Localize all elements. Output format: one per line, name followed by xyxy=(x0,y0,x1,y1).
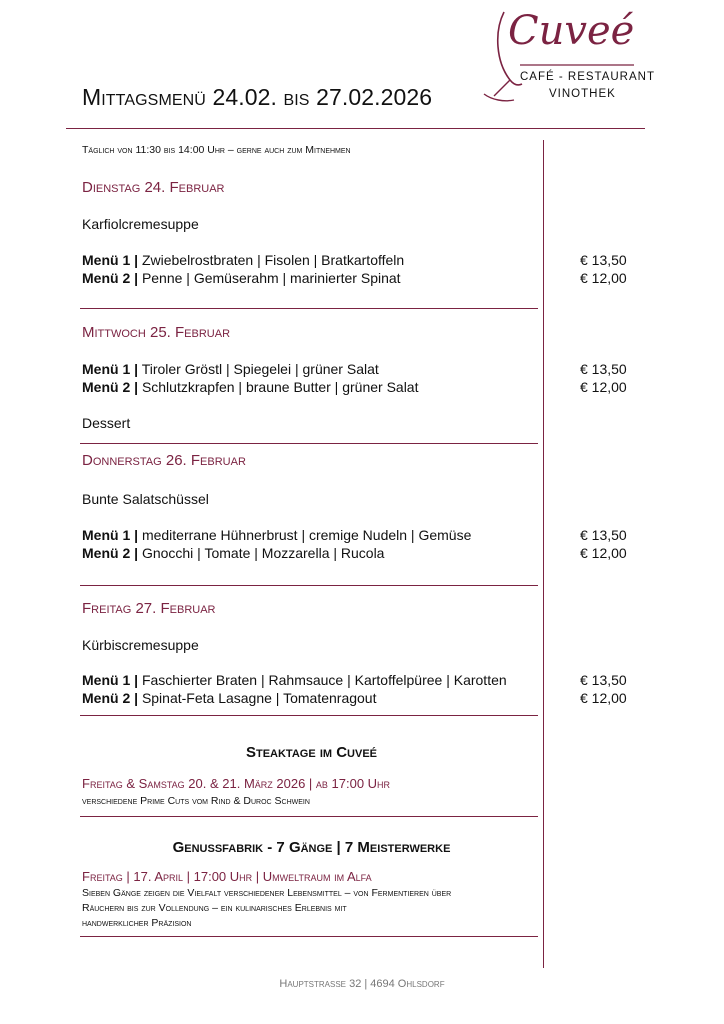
menu-dish: Tiroler Gröstl | Spiegelei | grüner Salat xyxy=(141,361,379,377)
page-title: Mittagsmenü 24.02. bis 27.02.2026 xyxy=(82,84,433,110)
menu-price: € 12,00 xyxy=(580,545,627,561)
event-desc-line: Räuchern bis zur Vollendung – ein kulinarisches Erlebnis mit xyxy=(82,902,347,914)
section-divider xyxy=(80,308,538,309)
menu-item xyxy=(82,361,379,377)
menu-price: € 12,00 xyxy=(580,690,627,706)
event-desc-line: verschiedene Prime Cuts vom Rind & Duroc Schwein xyxy=(82,795,310,807)
soup-thursday: Bunte Salatschüssel xyxy=(82,491,209,507)
day-heading-wednesday: Mittwoch 25. Februar xyxy=(82,324,231,341)
section-divider xyxy=(80,715,538,716)
event-heading-genussfabrik: Genussfabrik - 7 Gänge | 7 Meisterwerke xyxy=(172,839,451,856)
event-heading-steaktage: Steaktage im Cuveé xyxy=(245,744,378,761)
logo-subtitle-vinothek: VINOTHEK xyxy=(549,88,616,100)
menu-label: Menü 1 | xyxy=(82,361,139,377)
menu-dish: Gnocchi | Tomate | Mozzarella | Rucola xyxy=(141,545,385,561)
event-date-steaktage: Freitag & Samstag 20. & 21. März 2026 | ab 17:00 Uhr xyxy=(82,776,391,791)
day-heading-friday: Freitag 27. Februar xyxy=(82,600,216,617)
menu-price: € 13,50 xyxy=(580,361,627,377)
menu-item xyxy=(82,270,401,286)
menu-dish: Penne | Gemüserahm | marinierter Spinat xyxy=(141,270,401,286)
menu-item xyxy=(82,252,404,268)
section-divider xyxy=(80,936,538,937)
day-heading-tuesday: Dienstag 24. Februar xyxy=(82,179,225,196)
menu-item xyxy=(82,672,507,688)
dessert-wednesday: Dessert xyxy=(82,415,131,431)
menu-dish: Schlutzkrapfen | braune Butter | grüner Salat xyxy=(141,379,419,395)
menu-label: Menü 1 | xyxy=(82,527,139,543)
menu-item xyxy=(82,690,376,706)
menu-item xyxy=(82,379,418,395)
soup-friday: Kürbiscremesuppe xyxy=(82,637,199,653)
event-desc-line: handwerklicher Präzision xyxy=(82,917,192,929)
event-desc-line: Sieben Gänge zeigen die Vielfalt verschiedener Lebensmittel – von Fermentieren über xyxy=(82,887,452,899)
menu-price: € 12,00 xyxy=(580,379,627,395)
day-heading-thursday: Donnerstag 26. Februar xyxy=(82,452,246,469)
menu-label: Menü 2 | xyxy=(82,379,139,395)
menu-label: Menü 2 | xyxy=(82,270,139,286)
section-divider xyxy=(80,443,538,444)
vertical-divider xyxy=(543,140,544,968)
menu-label: Menü 2 | xyxy=(82,690,139,706)
menu-label: Menü 2 | xyxy=(82,545,139,561)
menu-dish: Faschierter Braten | Rahmsauce | Kartoffelpüree | Karotten xyxy=(141,672,507,688)
menu-label: Menü 1 | xyxy=(82,672,139,688)
logo-script: Cuveé xyxy=(508,8,635,54)
menu-price: € 13,50 xyxy=(580,672,627,688)
menu-label: Menü 1 | xyxy=(82,252,139,268)
menu-price: € 13,50 xyxy=(580,527,627,543)
top-divider xyxy=(66,128,645,129)
menu-item xyxy=(82,527,471,543)
section-divider xyxy=(80,816,538,817)
menu-price: € 13,50 xyxy=(580,252,627,268)
footer-address: Hauptstraße 32 | 4694 Ohlsdorf xyxy=(279,978,445,990)
menu-price: € 12,00 xyxy=(580,270,627,286)
logo-subtitle-cafe: CAFÉ - RESTAURANT xyxy=(520,71,655,83)
menu-dish: Spinat-Feta Lasagne | Tomatenragout xyxy=(141,690,377,706)
hours-note: Täglich von 11:30 bis 14:00 Uhr – gerne auch zum Mitnehmen xyxy=(82,144,351,156)
menu-item xyxy=(82,545,384,561)
soup-tuesday: Karfiolcremesuppe xyxy=(82,216,199,232)
menu-dish: mediterrane Hühnerbrust | cremige Nudeln | Gemüse xyxy=(141,527,472,543)
section-divider xyxy=(80,585,538,586)
event-date-genussfabrik: Freitag | 17. April | 17:00 Uhr | Umweltraum im Alfa xyxy=(82,869,372,884)
menu-dish: Zwiebelrostbraten | Fisolen | Bratkartoffeln xyxy=(141,252,405,268)
